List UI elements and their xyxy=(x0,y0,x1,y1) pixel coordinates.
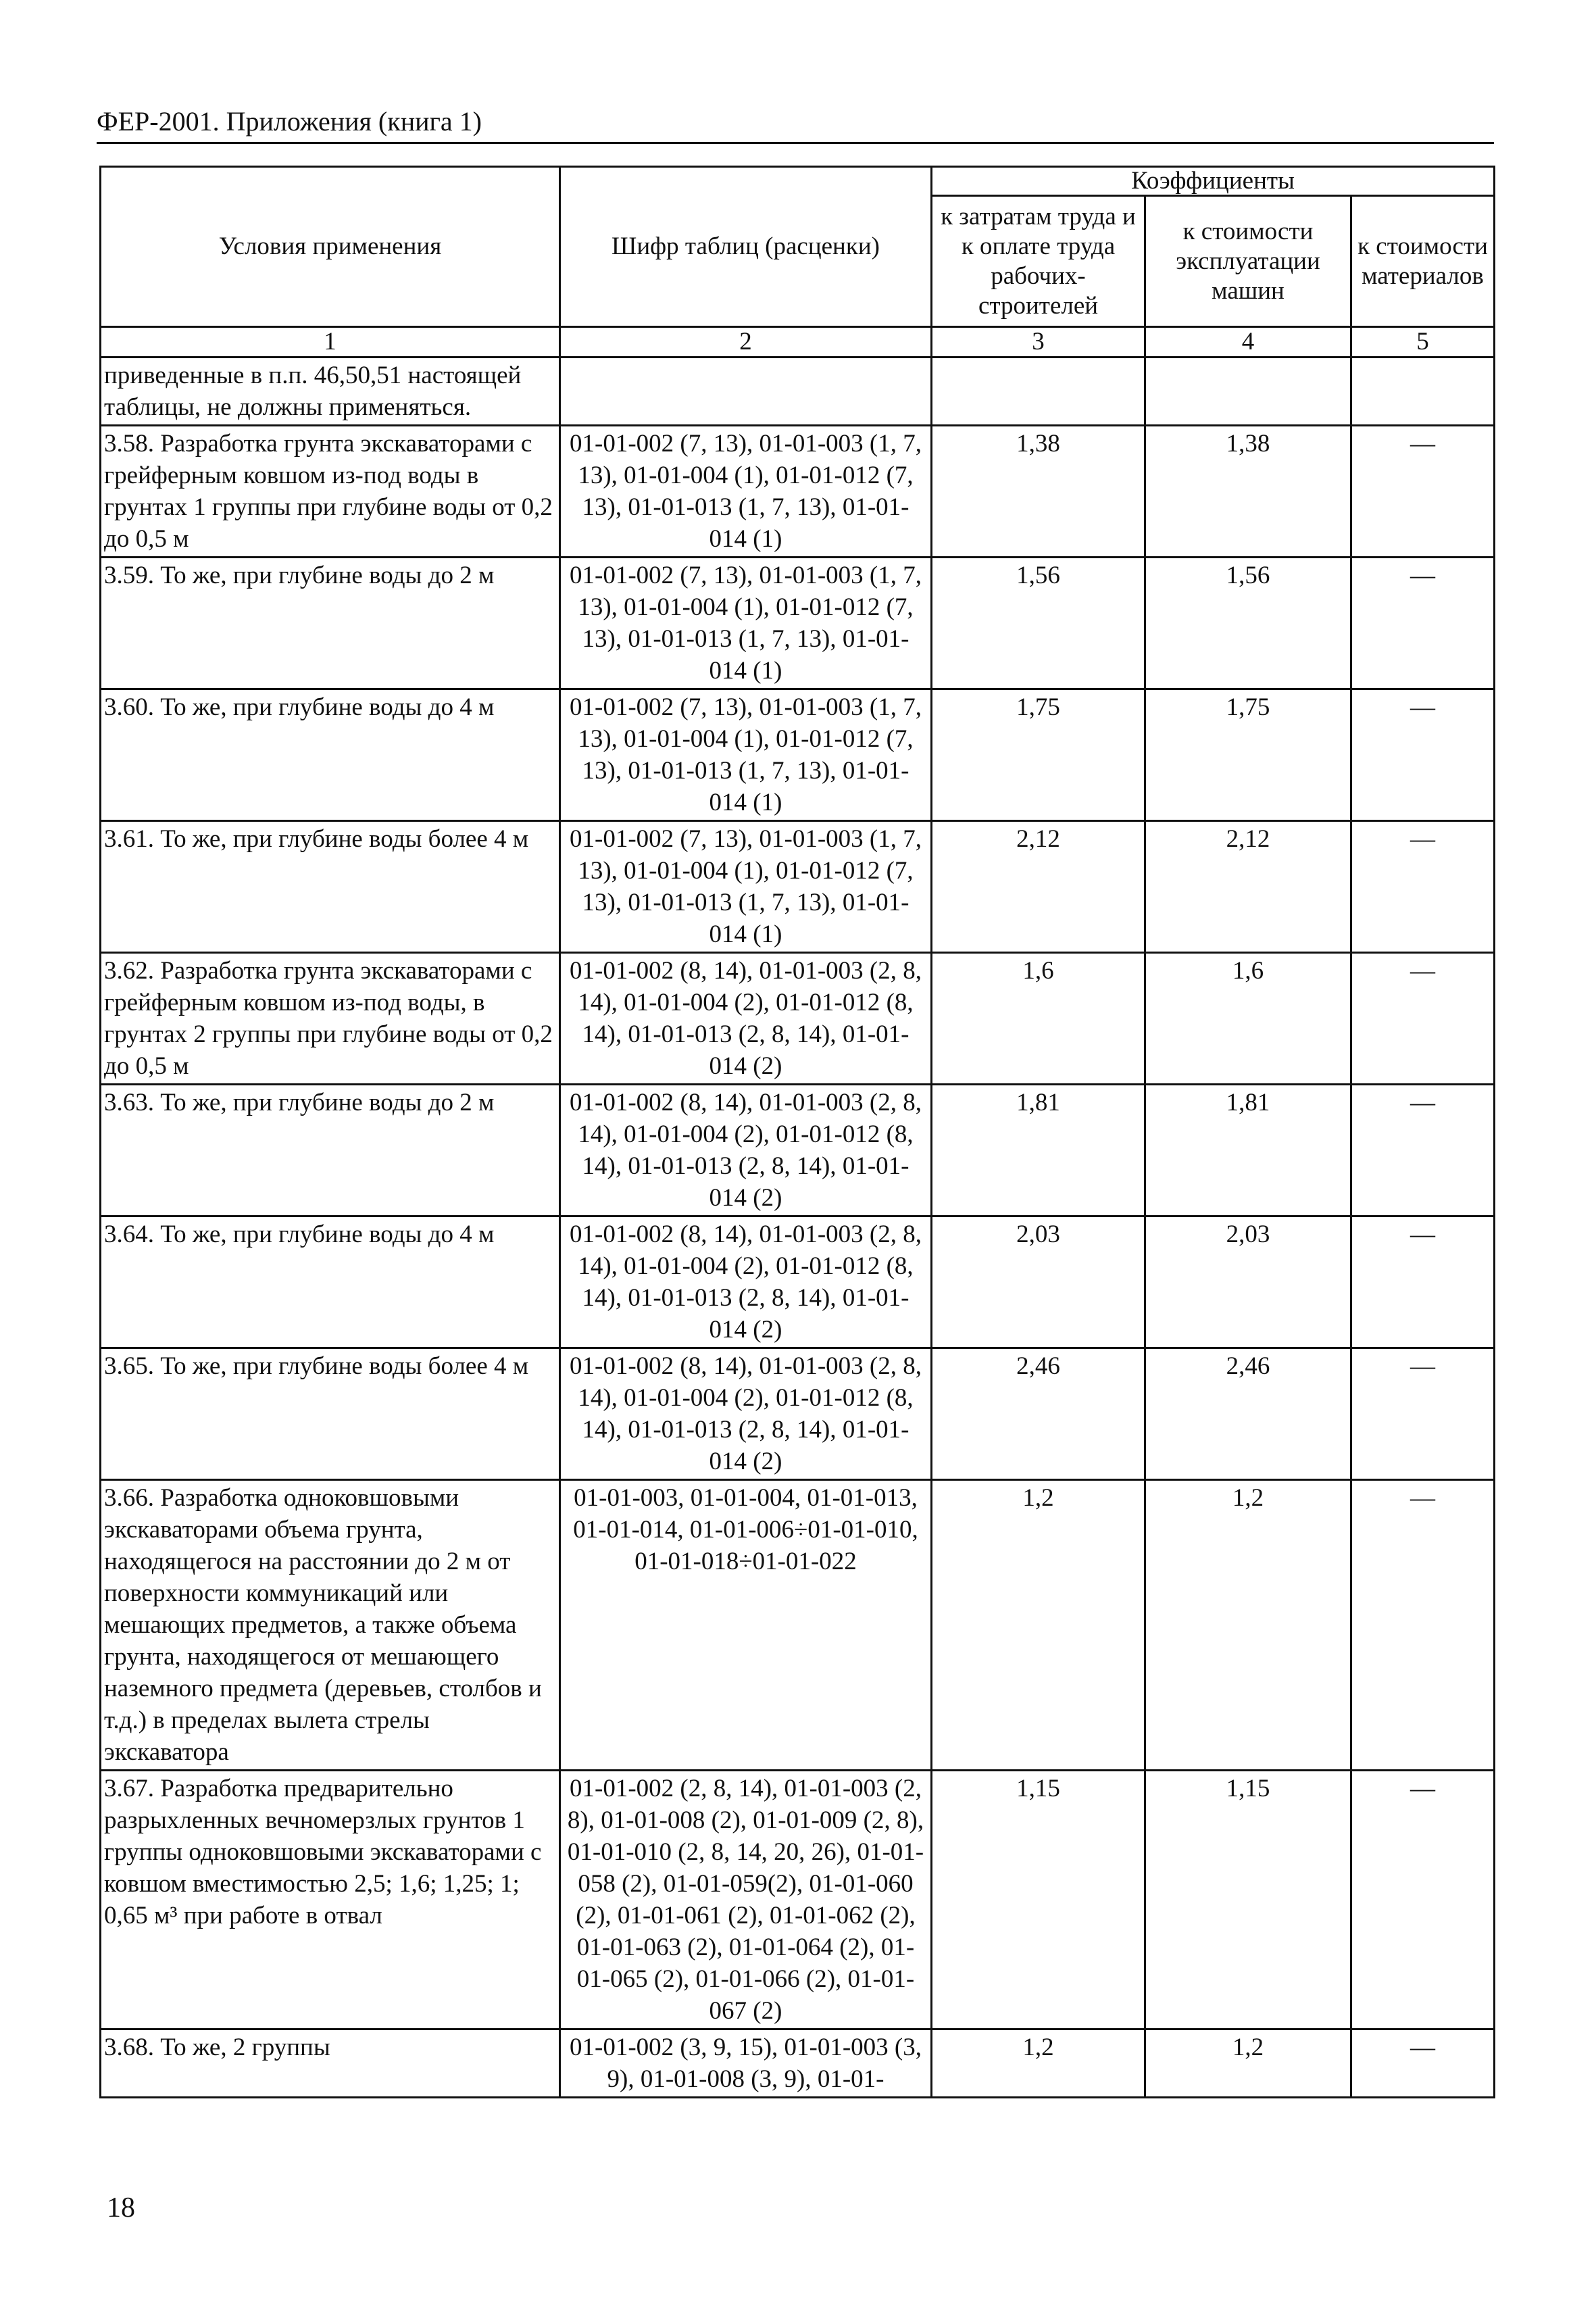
labor-coefficient: 1,81 xyxy=(932,1085,1145,1216)
table-row xyxy=(101,358,1495,426)
table-row xyxy=(101,1085,1495,1216)
machines-coefficient: 1,2 xyxy=(1145,1480,1351,1771)
machines-coefficient: 2,46 xyxy=(1145,1348,1351,1480)
codes-cell: 01-01-002 (2, 8, 14), 01-01-003 (2, 8), 01-01-008 (2), 01-01-009 (2, 8), 01-01-010 (2, 8, 14, 20, 26), 01-01-058 (2), 01-01-059(2), 01-01-060 (2), 01-01-061 (2), 01-01-062 (2), 01-01-063 (2), 01-01-064 (2), 01-01-065 (2), 01-01-066 (2), 01-01-067 (2) xyxy=(560,1771,932,2029)
codes-cell: 01-01-002 (8, 14), 01-01-003 (2, 8, 14), 01-01-004 (2), 01-01-012 (8, 14), 01-01-013 (2, 8, 14), 01-01-014 (2) xyxy=(560,1216,932,1348)
table-row xyxy=(101,1480,1495,1771)
labor-coefficient xyxy=(932,358,1145,426)
materials-coefficient: — xyxy=(1351,1348,1495,1480)
table-row xyxy=(101,689,1495,821)
labor-coefficient: 1,15 xyxy=(932,1771,1145,2029)
table-row xyxy=(101,1348,1495,1480)
header-conditions: Условия применения xyxy=(101,167,560,327)
table-row xyxy=(101,1771,1495,2029)
labor-coefficient: 2,12 xyxy=(932,821,1145,953)
codes-cell: 01-01-003, 01-01-004, 01-01-013, 01-01-014, 01-01-006÷01-01-010, 01-01-018÷01-01-022 xyxy=(560,1480,932,1771)
materials-coefficient: — xyxy=(1351,821,1495,953)
machines-coefficient: 1,6 xyxy=(1145,953,1351,1085)
materials-coefficient: — xyxy=(1351,426,1495,558)
conditions-cell: 3.60. То же, при глубине воды до 4 м xyxy=(101,689,560,821)
materials-coefficient: — xyxy=(1351,689,1495,821)
conditions-cell: 3.65. То же, при глубине воды более 4 м xyxy=(101,1348,560,1480)
materials-coefficient: — xyxy=(1351,558,1495,689)
conditions-cell: 3.58. Разработка грунта экскаваторами с грейферным ковшом из-под воды в грунтах 1 группы при глубине воды от 0,2 до 0,5 м xyxy=(101,426,560,558)
materials-coefficient: — xyxy=(1351,1771,1495,2029)
column-number: 2 xyxy=(560,327,932,358)
materials-coefficient: — xyxy=(1351,953,1495,1085)
labor-coefficient: 1,75 xyxy=(932,689,1145,821)
codes-cell: 01-01-002 (8, 14), 01-01-003 (2, 8, 14), 01-01-004 (2), 01-01-012 (8, 14), 01-01-013 (2, 8, 14), 01-01-014 (2) xyxy=(560,953,932,1085)
column-number: 3 xyxy=(932,327,1145,358)
codes-cell: 01-01-002 (7, 13), 01-01-003 (1, 7, 13), 01-01-004 (1), 01-01-012 (7, 13), 01-01-013 (1, 7, 13), 01-01-014 (1) xyxy=(560,558,932,689)
machines-coefficient: 1,56 xyxy=(1145,558,1351,689)
conditions-cell: 3.68. То же, 2 группы xyxy=(101,2029,560,2098)
header-rule xyxy=(97,142,1494,144)
header-labor: к затратам труда и к оплате труда рабочих-строителей xyxy=(932,196,1145,327)
materials-coefficient: — xyxy=(1351,1480,1495,1771)
conditions-cell: 3.63. То же, при глубине воды до 2 м xyxy=(101,1085,560,1216)
conditions-cell: приведенные в п.п. 46,50,51 настоящей таблицы, не должны применяться. xyxy=(101,358,560,426)
conditions-cell: 3.67. Разработка предварительно разрыхленных вечномерзлых грунтов 1 группы одноковшовыми экскаваторами с ковшом вместимостью 2,5; 1,6; 1,25; 1; 0,65 м³ при работе в отвал xyxy=(101,1771,560,2029)
header-machines: к стоимости эксплуатации машин xyxy=(1145,196,1351,327)
table-row xyxy=(101,1216,1495,1348)
machines-coefficient: 1,38 xyxy=(1145,426,1351,558)
codes-cell xyxy=(560,358,932,426)
machines-coefficient: 2,03 xyxy=(1145,1216,1351,1348)
table-row xyxy=(101,953,1495,1085)
labor-coefficient: 2,03 xyxy=(932,1216,1145,1348)
codes-cell: 01-01-002 (7, 13), 01-01-003 (1, 7, 13), 01-01-004 (1), 01-01-012 (7, 13), 01-01-013 (1, 7, 13), 01-01-014 (1) xyxy=(560,426,932,558)
header-materials: к стоимости материалов xyxy=(1351,196,1495,327)
materials-coefficient: — xyxy=(1351,1085,1495,1216)
codes-cell: 01-01-002 (8, 14), 01-01-003 (2, 8, 14), 01-01-004 (2), 01-01-012 (8, 14), 01-01-013 (2, 8, 14), 01-01-014 (2) xyxy=(560,1085,932,1216)
labor-coefficient: 1,38 xyxy=(932,426,1145,558)
column-number: 1 xyxy=(101,327,560,358)
labor-coefficient: 1,56 xyxy=(932,558,1145,689)
labor-coefficient: 1,2 xyxy=(932,1480,1145,1771)
page-number: 18 xyxy=(107,2192,135,2223)
labor-coefficient: 1,6 xyxy=(932,953,1145,1085)
column-number: 5 xyxy=(1351,327,1495,358)
materials-coefficient xyxy=(1351,358,1495,426)
machines-coefficient: 2,12 xyxy=(1145,821,1351,953)
conditions-cell: 3.59. То же, при глубине воды до 2 м xyxy=(101,558,560,689)
coefficients-table xyxy=(99,166,1495,2098)
materials-coefficient: — xyxy=(1351,1216,1495,1348)
labor-coefficient: 2,46 xyxy=(932,1348,1145,1480)
machines-coefficient: 1,2 xyxy=(1145,2029,1351,2098)
table-row xyxy=(101,558,1495,689)
materials-coefficient: — xyxy=(1351,2029,1495,2098)
header-coefficients: Коэффициенты xyxy=(932,167,1495,196)
codes-cell: 01-01-002 (8, 14), 01-01-003 (2, 8, 14), 01-01-004 (2), 01-01-012 (8, 14), 01-01-013 (2, 8, 14), 01-01-014 (2) xyxy=(560,1348,932,1480)
conditions-cell: 3.61. То же, при глубине воды более 4 м xyxy=(101,821,560,953)
machines-coefficient: 1,81 xyxy=(1145,1085,1351,1216)
conditions-cell: 3.66. Разработка одноковшовыми экскаваторами объема грунта, находящегося на расстоянии до 2 м от поверхности коммуникаций или мешающих предметов, а также объема грунта, находящегося от мешающего наземного предмета (деревьев, столбов и т.д.) в пределах вылета стрелы экскаватора xyxy=(101,1480,560,1771)
header-codes: Шифр таблиц (расценки) xyxy=(560,167,932,327)
codes-cell: 01-01-002 (7, 13), 01-01-003 (1, 7, 13), 01-01-004 (1), 01-01-012 (7, 13), 01-01-013 (1, 7, 13), 01-01-014 (1) xyxy=(560,821,932,953)
table-row xyxy=(101,821,1495,953)
machines-coefficient: 1,75 xyxy=(1145,689,1351,821)
table-row xyxy=(101,426,1495,558)
conditions-cell: 3.62. Разработка грунта экскаваторами с грейферным ковшом из-под воды, в грунтах 2 группы при глубине воды от 0,2 до 0,5 м xyxy=(101,953,560,1085)
column-number: 4 xyxy=(1145,327,1351,358)
labor-coefficient: 1,2 xyxy=(932,2029,1145,2098)
machines-coefficient: 1,15 xyxy=(1145,1771,1351,2029)
conditions-cell: 3.64. То же, при глубине воды до 4 м xyxy=(101,1216,560,1348)
table-row xyxy=(101,2029,1495,2098)
codes-cell: 01-01-002 (3, 9, 15), 01-01-003 (3, 9), 01-01-008 (3, 9), 01-01- xyxy=(560,2029,932,2098)
codes-cell: 01-01-002 (7, 13), 01-01-003 (1, 7, 13), 01-01-004 (1), 01-01-012 (7, 13), 01-01-013 (1, 7, 13), 01-01-014 (1) xyxy=(560,689,932,821)
running-title: ФЕР-2001. Приложения (книга 1) xyxy=(97,106,482,137)
machines-coefficient xyxy=(1145,358,1351,426)
